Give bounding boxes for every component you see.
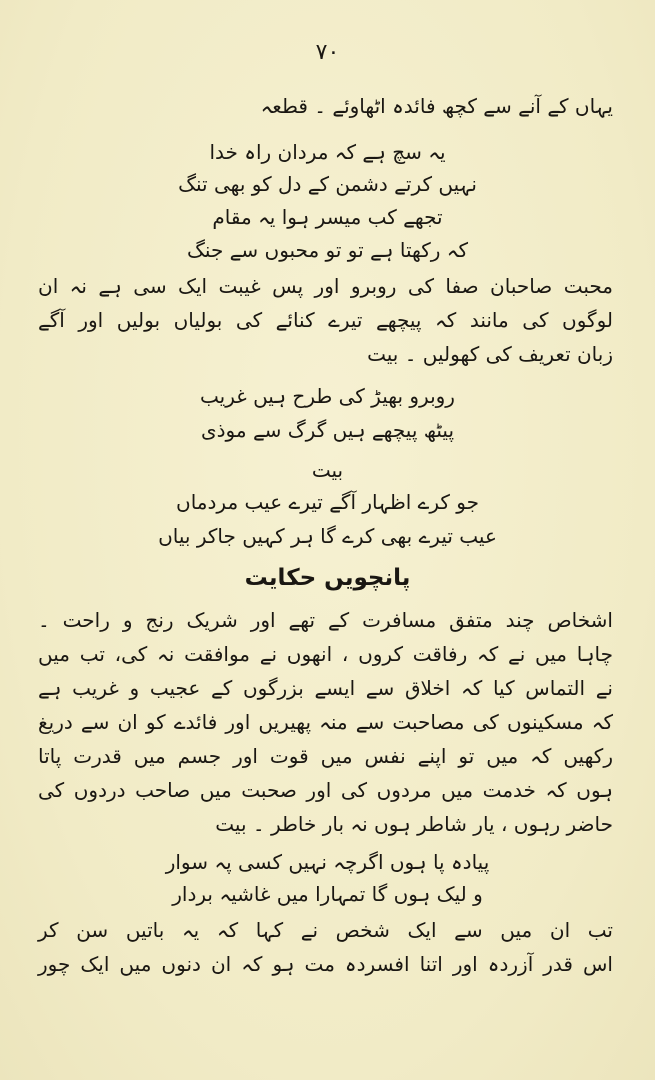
text-line: اشخاص چند متفق مسافرت کے تھے اور شریک رنج و راحت ۔ [38, 608, 613, 632]
text-line: لوگوں کی مانند کہ پیچھے تیرے کنائے کی بولیاں بولیں اور آگے [38, 308, 613, 332]
text-line: چاہا میں نے کہ رفاقت کروں ، انھوں نے موافقت نہ کی، تب میں [38, 642, 613, 666]
verse-line: پیٹھ پیچھے ہیں گرگ سے موذی [200, 418, 455, 442]
text-line: یہاں کے آنے سے کچھ فائدہ اٹھاوئے ۔ قطعہ [260, 94, 613, 118]
verse-line: یہ سچ ہے کہ مردان راہ خدا [209, 140, 446, 164]
text-line: محبت صاحبان صفا کی روبرو اور پس غیبت ایک سی ہے نہ ان [38, 274, 613, 298]
verse-line: جو کرے اظہار آگے تیرے عیب مردماں [176, 490, 479, 514]
section-heading: پانچویں حکایت [244, 565, 411, 591]
text-line: ہوں کہ خدمت میں مردوں کی اور صحبت میں صاحب دردوں کی [38, 778, 613, 802]
text-line: تب ان میں سے ایک شخص نے کہا کہ یہ باتیں سن کر [38, 918, 613, 942]
text-line: نے التماس کیا کہ اخلاق سے ایسے بزرگوں کے عجیب و غریب ہے [38, 676, 613, 700]
text-line: اس قدر آزردہ اور اتنا افسردہ مت ہو کہ ان دنوں میں ایک چور [38, 952, 613, 976]
text-line: زبان تعریف کی کھولیں ۔ بیت [367, 342, 613, 366]
verse-line: پیادہ پا ہوں اگرچہ نہیں کسی پہ سوار [165, 850, 490, 874]
verse-line: تجھے کب میسر ہوا یہ مقام [212, 205, 443, 229]
verse-line: نہیں کرتے دشمن کے دل کو بھی تنگ [178, 172, 477, 196]
text-line: رکھیں کہ میں تو اپنے نفس میں قوت اور جسم میں قدرت پاتا [38, 744, 613, 768]
text-line: کہ مسکینوں کی مصاحبت سے منہ پھیریں اور فائدے کو ان سے دریغ [38, 710, 613, 734]
page-number: ۷۰ [315, 40, 340, 65]
verse-line: کہ رکھتا ہے تو تو محبوں سے جنگ [187, 238, 468, 262]
text-line: حاضر رہوں ، یار شاطر ہوں نہ بار خاطر ۔ بیت [215, 812, 613, 836]
verse-line: و لیک ہوں گا تمہارا میں غاشیہ بردار [172, 882, 483, 906]
verse-label: بیت [311, 458, 344, 482]
verse-line: عیب تیرے بھی کرے گا ہر کہیں جاکر بیاں [158, 524, 497, 548]
verse-line: روبرو بھیڑ کی طرح ہیں غریب [200, 384, 455, 408]
